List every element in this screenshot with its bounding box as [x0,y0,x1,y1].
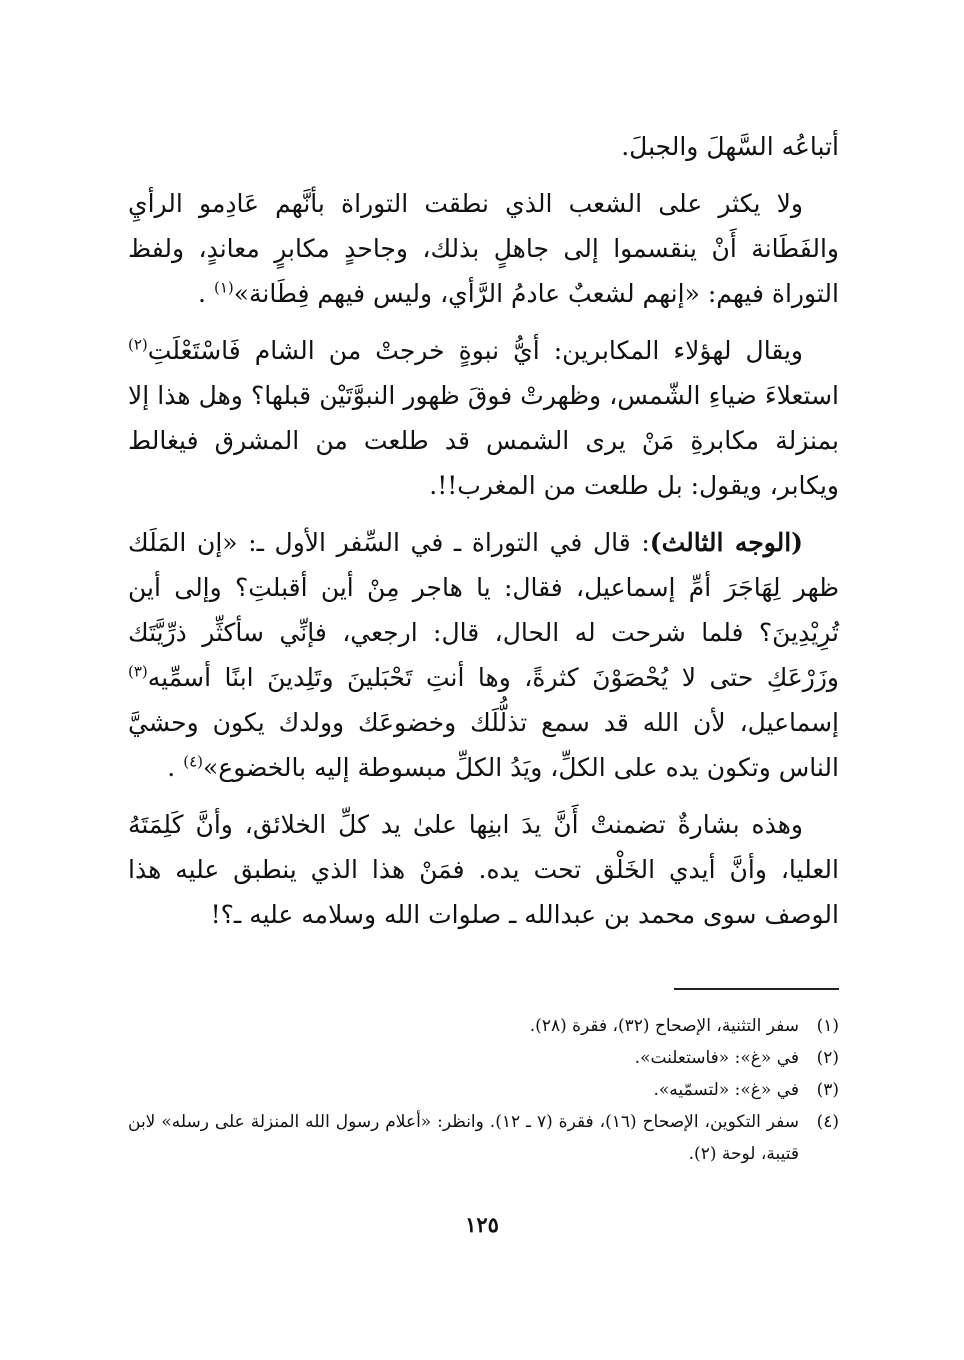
footnote-reference: (٢) [128,335,148,354]
paragraph-1 [128,124,839,169]
footnote-reference: (٤) [183,752,203,771]
footnote-item [128,1106,839,1170]
paragraph-text: ويقال لهؤلاء المكابرين: أيُّ نبوةٍ خرجتْ من الشام فَاسْتَعْلَتِ [147,336,803,365]
footnote-reference: (٣) [128,662,148,681]
paragraph-2 [128,181,839,316]
paragraph-text: : قال في التوراة ـ في السِّفر الأول ـ: «إن المَلَك ظهر لِهَاجَرَ أمِّ إسماعيل، فقال: يا هاجر مِنْ أين أقبلتِ؟ وإلى أين تُرِيْدِينَ؟ فلما شرحت له الحال، قال: ارجعي، فإنِّي سأكثِّر ذرِّيَّتَك وزَرْعَكِ حتى لا يُحْصَوْنَ كثرةً، وها أنتِ تَحْبَلينَ وتَلِدينَ ابنًا أسمِّيه [128,528,839,692]
footnote-text: في «غ»: «فاستعلنت». [634,1048,799,1068]
footnote-item [128,1074,839,1106]
footnote-item [128,1010,839,1042]
footnote-number: (٣) [816,1080,839,1100]
footnote-text: في «غ»: «لتسمّيه». [653,1080,799,1100]
paragraph-text: وهذه بشارةٌ تضمنتْ أَنَّ يدَ ابنِها علىٰ يد كلِّ الخلائق، وأنَّ كَلِمَتَهُ العليا، وأنَّ أيدي الخَلْق تحت يده. فمَنْ هذا الذي ينطبق عليه هذا الوصف سوى محمد بن عبدالله ـ صلوات الله وسلامه عليه ـ؟! [128,810,839,929]
footnote-number: (٢) [816,1048,839,1068]
footnotes [128,1010,839,1170]
page-number: ١٢٥ [465,1212,499,1237]
footnote-number: (٤) [816,1112,839,1132]
footnote-separator [674,988,839,990]
footnote-number: (١) [816,1016,839,1036]
paragraph-text-tail: استعلاءَ ضياءِ الشّمس، وظهرتْ فوقَ ظهور النبوَّتَيْن قبلها؟ وهل هذا إلا بمنزلة مكابرةِ مَنْ يرى الشمس قد طلعت من المشرق فيغالط ويكابر، ويقول: بل طلعت من المغرب!!. [128,381,839,500]
body-text [128,124,839,949]
footnote-text: سفر التكوين، الإصحاح (١٦)، فقرة (٧ ـ ١٢). وانظر: «أعلام رسول الله المنزلة على رسله» لابن قتيبة، لوحة (٢). [128,1112,799,1164]
paragraph-text-tail: إسماعيل، لأن الله قد سمع تذلُّلَك وخضوعَك وولدك يكون وحشيَّ الناس وتكون يده على الكلِّ، ويَدُ الكلِّ مبسوطة إليه بالخضوع» [128,708,839,782]
footnote-text: سفر التثنية، الإصحاح (٣٢)، فقرة (٢٨). [529,1016,799,1036]
paragraph-5 [128,802,839,937]
paragraph-3 [128,328,839,508]
paragraph-text: أتباعُه السَّهلَ والجبلَ. [621,132,839,161]
footnote-reference: (١) [213,278,234,297]
paragraph-text-tail: . [198,279,214,308]
paragraph-text: ولا يكثر على الشعب الذي نطقت التوراة بأنَّهم عَادِمو الرأيِ والفَطَانة أَنْ ينقسموا إلى جاهلٍ بذلك، وجاحدٍ مكابرٍ معاندٍ، ولفظ التوراة فيهم: «إنهم لشعبٌ عادمُ الرَّأي، وليس فيهم فِطَانة» [128,189,839,308]
paragraph-text-end: . [167,753,184,782]
footnote-item [128,1042,839,1074]
paragraph-4 [128,520,839,790]
section-heading: (الوجه الثالث) [649,528,803,557]
